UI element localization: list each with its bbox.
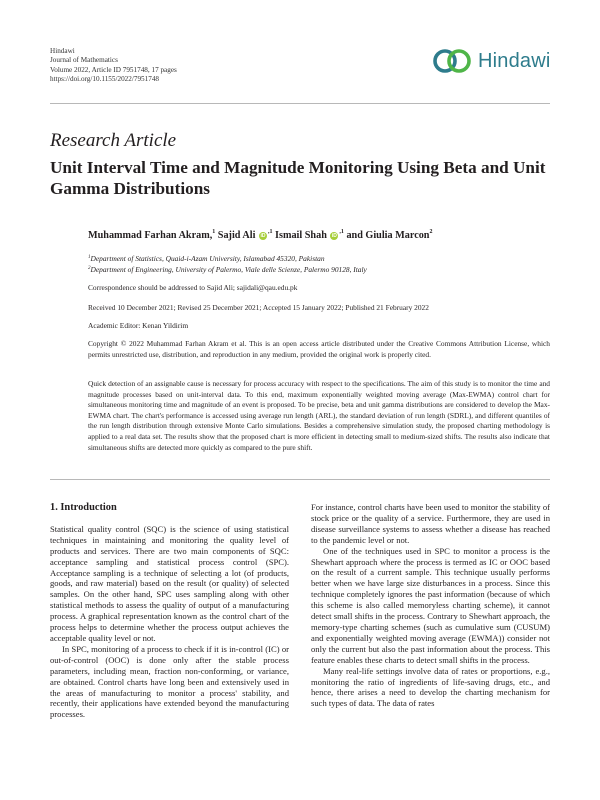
logo-text: Hindawi xyxy=(478,49,551,72)
body-paragraph: One of the techniques used in SPC to monitor a process is the Shewhart approach where the process is termed as IC or OOC based on the result of a current sample. This technique usually performs better when we have large size disturbances in a process. Since this technique completely ignores the past information (because of which this scheme is also called memoryless charting scheme), it cannot detect small shifts in the process. Contrary to Shewhart approach, the memory-type charting schemes (such as cumulative sum (CUSUM) and exponentially weighted moving average (EWMA)) consider not only the current but also the past information about the process. This feature enables these charts to detect small shifts in the process. xyxy=(311,545,550,665)
abstract: Quick detection of an assignable cause is necessary for process accuracy with respect to the specifications. The aim of this study is to monitor the time and magnitude processes based on unit-interval data. To this end, maximum exponentially weighted moving average (Max-EWMA) control chart for simultaneous monitoring time and magnitude of an event is proposed. To be precise, beta and unit gamma distributions are considered to develop the Max-EWMA chart. The chart's performance is accessed using average run length (ARL), the standard deviation of run length (SDRL), and different quantiles of the run length distribution through extensive Monte Carlo simulations. Besides a comprehensive simulation study, the proposed charting methodology is applied to a real data set. The results show that the proposed chart is more efficient in detecting small to medium-sized shifts. The results also indicate that simultaneous shifts are detected more quickly as compared to the pure shift. xyxy=(88,379,550,452)
publisher-name: Hindawi xyxy=(50,47,75,55)
article-title: Unit Interval Time and Magnitude Monitoring Using Beta and Unit Gamma Distributions xyxy=(50,158,546,198)
author-affil-mark: 2 xyxy=(429,229,433,235)
affiliation-mark: 2 xyxy=(88,266,91,271)
author-name: Sajid Ali xyxy=(217,230,256,241)
academic-editor: Academic Editor: Kenan Yildirim xyxy=(88,321,189,330)
body-paragraph: In SPC, monitoring of a process to check if it is in-control (IC) or out-of-control (OOC) is done only after the stable process parameters, including mean, fraction non-conforming, or variance, are obtained. Control charts have long been and extensively used in the areas of manufacturing to monitor a process' stability, and recently, their applications have extended beyond the manufacturing processes. xyxy=(50,643,289,720)
orcid-icon[interactable]: iD xyxy=(331,233,337,239)
author-list xyxy=(88,229,432,241)
affiliation xyxy=(88,265,367,274)
body-paragraph: Statistical quality control (SQC) is the science of using statistical techniques in maintaining and monitoring the quality level of products and services. There are two main components of SQC: acceptance sampling and statistical process control (SPC). Acceptance sampling is a technique of selecting a lot (of products, goods, and raw material) based on the result (or quality) of selected samples. On the other hand, SPC uses sampling along with other statistical methods to assess the quality of output of a manufacturing process. A graphical representation known as the control chart of the process helps to determine whether the process output achieves the acceptable quality level or not. xyxy=(50,523,289,643)
orcid-icon[interactable]: iD xyxy=(260,233,266,239)
affiliation xyxy=(88,254,325,263)
section-heading: 1. Introduction xyxy=(50,502,117,513)
journal-meta xyxy=(50,47,177,84)
author-affil-mark: ,1 xyxy=(268,229,273,235)
author-name: and Giulia Marcon xyxy=(346,230,430,241)
journal-name: Journal of Mathematics xyxy=(50,56,118,65)
correspondence: Correspondence should be addressed to Sajid Ali; sajidali@qau.edu.pk xyxy=(88,283,298,292)
author-name: Ismail Shah xyxy=(275,230,327,241)
header-divider xyxy=(50,103,550,104)
article-type: Research Article xyxy=(50,130,177,151)
body-column-left xyxy=(50,503,289,720)
copyright-notice: Copyright © 2022 Muhammad Farhan Akram et al. This is an open access article distributed under the Creative Commons Attribution License, which permits unrestricted use, distribution, and reproduction in any medium, provided the original work is properly cited. xyxy=(88,339,550,359)
volume-line: Volume 2022, Article ID 7951748, 17 pages xyxy=(50,65,177,74)
author-affil-mark: 1 xyxy=(212,229,216,235)
hindawi-logo-icon xyxy=(432,48,474,74)
affiliation-text: Department of Engineering, University of Palermo, Viale delle Scienze, Palermo 90128, Italy xyxy=(90,265,367,274)
affiliation-text: Department of Statistics, Quaid-i-Azam University, Islamabad 45320, Pakistan xyxy=(90,254,325,263)
doi-link[interactable]: https://doi.org/10.1155/2022/7951748 xyxy=(50,74,160,83)
abstract-divider xyxy=(50,479,550,480)
hindawi-logo xyxy=(432,46,562,76)
body-column-right xyxy=(311,502,550,709)
affiliation-mark: 1 xyxy=(88,255,91,260)
author-name: Muhammad Farhan Akram, xyxy=(88,230,213,241)
author-affil-mark: ,1 xyxy=(339,229,344,235)
article-dates: Received 10 December 2021; Revised 25 December 2021; Accepted 15 January 2022; Published 21 February 2022 xyxy=(88,303,429,312)
body-paragraph: For instance, control charts have been used to monitor the stability of stock price or the quality of a service. Furthermore, they are used in disease surveillance systems to assess whether a disease has reached to the pandemic level or not. xyxy=(311,502,550,545)
body-paragraph: Many real-life settings involve data of rates or proportions, e.g., monitoring the ratio of ingredients of life-saving drugs, etc., and hence, there arises a need to develop the charting mechanism for such types of data. The data of rates xyxy=(311,665,550,709)
